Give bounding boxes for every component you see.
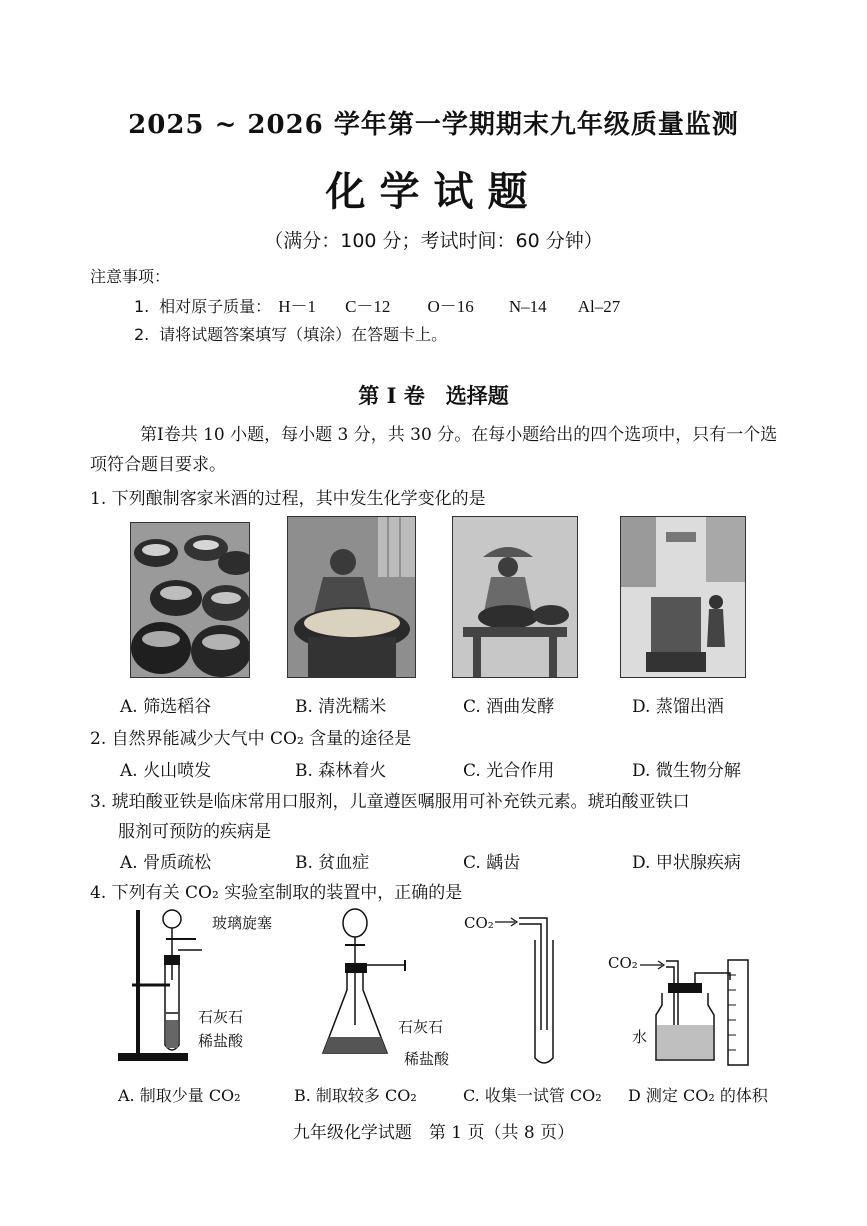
q3-option-a: A. 骨质疏松 bbox=[120, 853, 212, 873]
q1-option-d: D. 蒸馏出酒 bbox=[632, 697, 724, 717]
atomic-mass: Al–27 bbox=[577, 297, 621, 316]
photo-grain-jars bbox=[130, 522, 250, 678]
q4-option-c: C. 收集一试管 CO₂ bbox=[463, 1086, 602, 1105]
photo-washing-rice bbox=[287, 516, 416, 678]
section-instruction: 第Ⅰ卷共 10 小题，每小题 3 分，共 30 分。在每小题给出的四个选项中，只有一个选项符合题目要求。 bbox=[90, 425, 778, 475]
q1-option-a: A. 筛选稻谷 bbox=[120, 697, 212, 717]
note-label: 相对原子质量： bbox=[159, 297, 272, 316]
label-water: 水 bbox=[632, 1028, 648, 1046]
q2-option-d: D. 微生物分解 bbox=[632, 761, 741, 781]
atomic-mass: O－16 bbox=[427, 297, 474, 316]
label-limestone-a: 石灰石 bbox=[198, 1008, 244, 1026]
label-acid-a: 稀盐酸 bbox=[198, 1032, 244, 1050]
jars-illustration bbox=[131, 523, 249, 677]
note-text: 请将试题答案填写（填涂）在答题卡上。 bbox=[159, 325, 448, 344]
q4-option-a: A. 制取少量 CO₂ bbox=[118, 1086, 241, 1105]
apparatus-c bbox=[495, 910, 575, 1070]
question-3-stem-line1: 3. 琥珀酸亚铁是临床常用口服剂，儿童遵医嘱服用可补充铁元素。琥珀酸亚铁口 bbox=[90, 792, 690, 812]
label-co2-c: CO₂ bbox=[464, 914, 494, 932]
exam-title: 2025 ~ 2026 学年第一学期期末九年级质量监测 bbox=[128, 110, 739, 140]
q3-option-d: D. 甲状腺疾病 bbox=[632, 853, 741, 873]
page-footer: 九年级化学试题 第 1 页（共 8 页） bbox=[292, 1123, 575, 1143]
note-item-1 bbox=[134, 292, 620, 317]
q1-option-c: C. 酒曲发酵 bbox=[463, 697, 555, 717]
section-title: 第 I 卷 选择题 bbox=[358, 383, 509, 408]
q3-option-c: C. 龋齿 bbox=[463, 853, 521, 873]
notes-heading: 注意事项： bbox=[90, 267, 171, 286]
note-number: 2. bbox=[134, 325, 150, 344]
q2-option-c: C. 光合作用 bbox=[463, 761, 555, 781]
q4-option-b: B. 制取较多 CO₂ bbox=[294, 1086, 417, 1105]
note-number: 1. bbox=[134, 297, 150, 316]
washing-rice-illustration bbox=[288, 517, 415, 677]
question-4-stem: 4. 下列有关 CO₂ 实验室制取的装置中，正确的是 bbox=[90, 883, 463, 903]
apparatus-d bbox=[640, 945, 765, 1070]
q2-option-b: B. 森林着火 bbox=[295, 761, 387, 781]
question-1-stem: 1. 下列酿制客家米酒的过程，其中发生化学变化的是 bbox=[90, 489, 486, 509]
label-limestone-b: 石灰石 bbox=[398, 1018, 444, 1036]
q2-option-a: A. 火山喷发 bbox=[120, 761, 212, 781]
q1-option-b: B. 清洗糯米 bbox=[295, 697, 387, 717]
label-co2-d: CO₂ bbox=[608, 954, 638, 972]
photo-distillation bbox=[620, 516, 746, 678]
label-acid-b: 稀盐酸 bbox=[404, 1050, 450, 1068]
note-item-2 bbox=[134, 322, 447, 345]
atomic-mass: C－12 bbox=[345, 297, 391, 316]
q3-option-b: B. 贫血症 bbox=[295, 853, 370, 873]
question-2-stem: 2. 自然界能减少大气中 CO₂ 含量的途径是 bbox=[90, 729, 412, 749]
distillation-illustration bbox=[621, 517, 745, 677]
q4-option-d: D 测定 CO₂ 的体积 bbox=[628, 1086, 768, 1105]
label-glass-stopcock: 玻璃旋塞 bbox=[212, 914, 273, 932]
photo-fermentation bbox=[452, 516, 578, 678]
fermentation-illustration bbox=[453, 517, 577, 677]
atomic-mass: N–14 bbox=[508, 297, 547, 316]
atomic-mass: H－1 bbox=[278, 297, 316, 316]
question-3-stem-line2: 服剂可预防的疾病是 bbox=[118, 822, 271, 842]
exam-info: （满分：100 分；考试时间：60 分钟） bbox=[264, 230, 603, 252]
subject-title: 化学试题 bbox=[325, 168, 542, 215]
apparatus-b bbox=[315, 905, 425, 1065]
